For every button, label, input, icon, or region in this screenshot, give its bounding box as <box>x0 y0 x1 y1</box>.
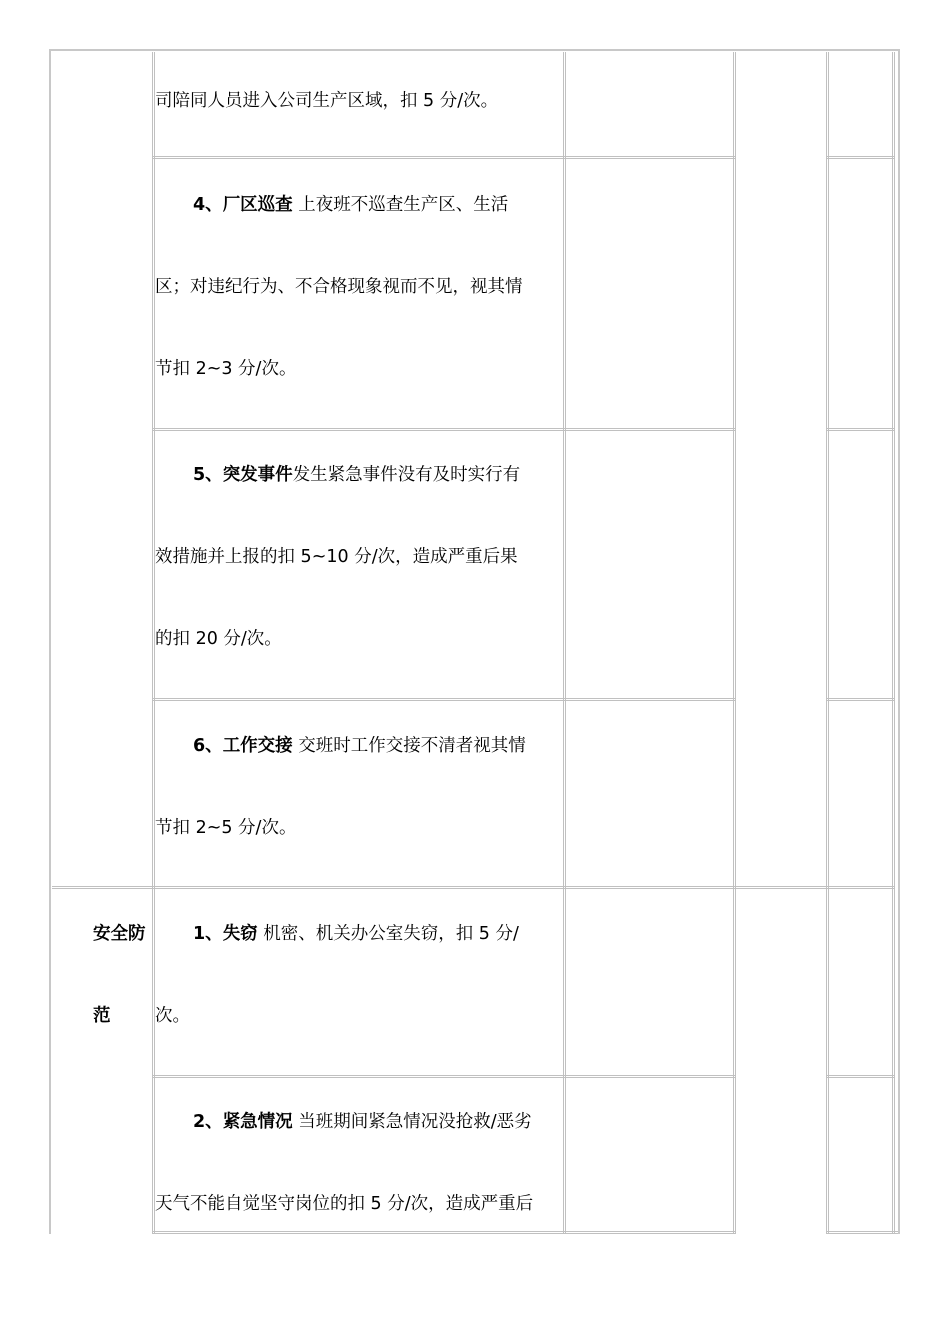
row2-line3: 的扣 20 分/次。 <box>155 629 282 649</box>
row-sep-d <box>52 886 895 889</box>
row-sep-e <box>152 1075 736 1078</box>
row4-title: 失窃 <box>222 924 258 944</box>
row1-title: 厂区巡查 <box>222 195 293 215</box>
category-line2: 范 <box>93 1006 111 1026</box>
row3-line2: 节扣 2~5 分/次。 <box>155 818 297 838</box>
row3-title: 工作交接 <box>222 736 293 756</box>
row5-title: 紧急情况 <box>222 1112 293 1132</box>
row-sep-e2 <box>826 1075 895 1078</box>
row4-line1: 1、失窃 机密、机关办公室失窃，扣 5 分/ <box>193 924 519 944</box>
row5-line2: 天气不能自觉坚守岗位的扣 5 分/次，造成严重后 <box>155 1194 534 1214</box>
row1-num: 4、 <box>193 195 223 215</box>
row2-title: 突发事件 <box>222 465 293 485</box>
row-sep-f2 <box>826 1231 898 1234</box>
row1-line2: 区；对违纪行为、不合格现象视而不见，视其情 <box>155 277 523 297</box>
row0-line1: 司陪同人员进入公司生产区域，扣 5 分/次。 <box>155 91 499 111</box>
row-sep-a2 <box>826 156 895 159</box>
row-sep-c <box>152 698 736 701</box>
row3-num: 6、 <box>193 736 223 756</box>
col-sep-3 <box>733 52 736 1234</box>
row-sep-b2 <box>826 428 895 431</box>
col-sep-5 <box>892 52 895 1234</box>
row-sep-b <box>152 428 736 431</box>
row-sep-c2 <box>826 698 895 701</box>
row4-num: 1、 <box>193 924 223 944</box>
row2-line2: 效措施并上报的扣 5~10 分/次，造成严重后果 <box>155 547 518 567</box>
row-sep-a <box>152 156 736 159</box>
row1-line1: 4、厂区巡查 上夜班不巡查生产区、生活 <box>193 195 509 215</box>
row4-line2: 次。 <box>155 1006 190 1026</box>
row3-line1: 6、工作交接 交班时工作交接不清者视其情 <box>193 736 526 756</box>
col-sep-2 <box>563 52 566 1234</box>
row5-num: 2、 <box>193 1112 223 1132</box>
row2-num: 5、 <box>193 465 223 485</box>
category-line1: 安全防 <box>93 924 146 944</box>
row5-line1: 2、紧急情况 当班期间紧急情况没抢救/恶劣 <box>193 1112 532 1132</box>
col-sep-4 <box>826 52 829 1234</box>
row2-line1: 5、突发事件发生紧急事件没有及时实行有 <box>193 465 521 485</box>
row1-line3: 节扣 2~3 分/次。 <box>155 359 297 379</box>
